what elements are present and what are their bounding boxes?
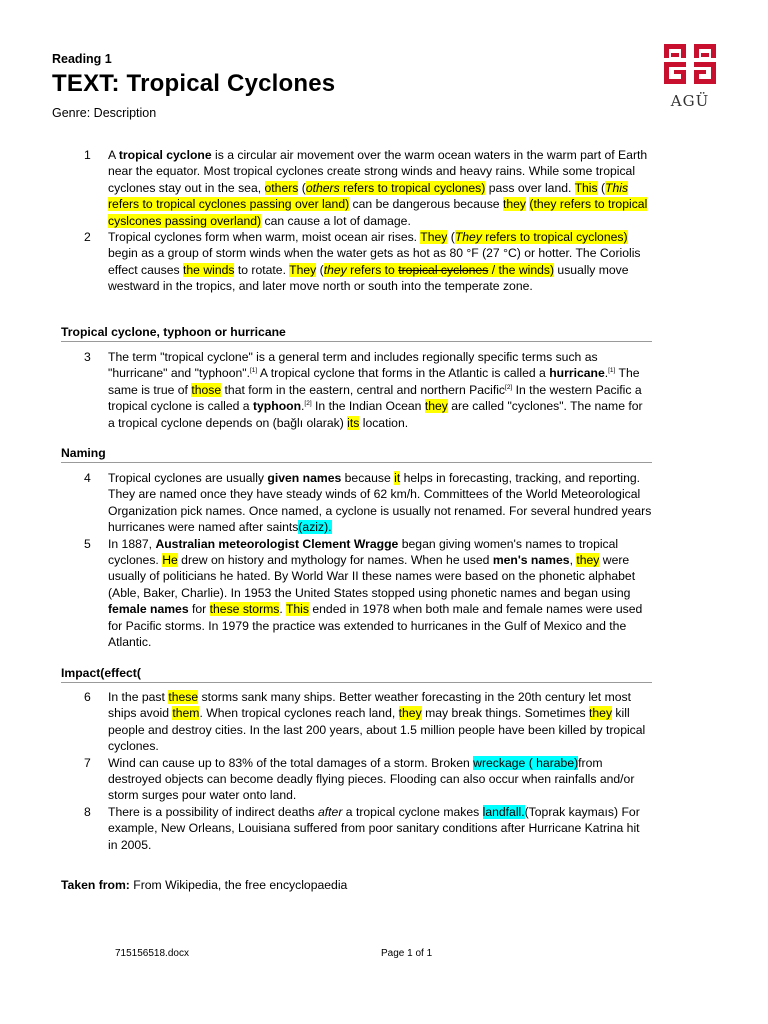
paragraph-number: 4 [84,471,91,485]
highlight-italic: They [454,230,482,245]
text: were usually of politicians he hated. By World War II these names were based on the phonetic alphabet (Able, Baker, Charlie). In 1953 the United States stopped using phonetic names and began using [108,553,636,600]
naming-section [52,470,652,650]
impact-section [52,689,652,853]
paragraph-number: 8 [84,804,91,819]
text: The term "tropical cyclone" is a general term and includes regionally specific terms such as "hurricane" and "typhoon". [108,350,598,381]
text: The same is true of [108,366,640,397]
intro-section [52,147,652,295]
highlight [306,181,486,195]
footer-filename: 715156518.docx [115,948,189,959]
highlight: the winds [182,262,235,277]
text: because [341,471,395,485]
text: location. [359,415,409,430]
text: In the Indian Ocean [311,399,425,414]
highlight: They [420,230,448,245]
text: , [569,553,577,568]
text: A tropical cyclone that forms in the Atlantic is called a [257,366,550,381]
term: typhoon [252,399,302,414]
text: ( [298,180,306,195]
paragraph-2 [52,229,652,295]
text: . When tropical cyclones reach land, [199,706,399,721]
text: helps in forecasting, tracking, and reporting. They are named once they have steady winds of 62 km/h. Committees of the World Meteorological Organization pick names. Once named, a cyclone is usually not renamed. For several hundred years hurricanes were named after saints [108,471,652,535]
paragraph-4 [52,470,652,536]
text: In 1887, [108,536,156,551]
footer-page-number: Page 1 of 1 [381,948,433,959]
highlight: its [347,415,360,430]
text: . [301,399,305,414]
term: given names [267,471,342,485]
highlight: They [289,262,317,277]
highlight [324,263,554,277]
highlight: those [191,382,222,397]
text: ( [597,180,606,195]
text: ( [447,230,455,245]
footnote-ref[interactable]: [2] [304,400,312,408]
text: ( [316,262,324,277]
terms-section [52,349,652,431]
highlight: these [168,690,199,704]
text: . [279,602,286,617]
text: drew on history and mythology for names. When he used [177,553,493,568]
term: men's names [492,553,570,568]
reading-label: Reading 1 [52,52,112,66]
highlight: He [162,553,178,568]
highlight: they [502,197,527,212]
logo-wordmark: AGÜ [670,92,710,110]
highlight-italic: This [605,180,629,195]
highlight: they [576,553,600,568]
struck-text: tropical cyclones [398,262,489,277]
highlight: these storms [209,602,280,617]
text: kill people and destroy cities. In the last 200 years, about 1.5 million people have been killed by tropical cyclones. [108,706,646,754]
text: (Toprak kaymaıs) For example, New Orleans, Louisiana suffered from poor sanitary conditions after Hurricane Katrina hit in 2005. [108,804,640,852]
paragraph-8 [52,804,652,853]
paragraph-6 [52,689,652,755]
paragraph-number: 1 [84,148,91,162]
paragraph-number: 7 [84,755,91,770]
text: Tropical cyclones are usually [108,471,268,485]
highlight-text: refers to tropical cyclones) [339,180,486,195]
footnote-ref[interactable]: [1] [249,367,258,375]
paragraph-1 [52,147,652,229]
cyan-highlight: (aziz). [298,520,332,535]
term: hurricane [549,366,605,381]
text: that form in the eastern, central and northern Pacific [221,382,506,397]
highlight [455,230,628,244]
footnote-ref[interactable]: [1] [608,367,616,375]
source-credit [61,878,347,892]
highlight: (they refers to tropical cyslcones passing overland) [108,197,648,228]
highlight-text: refers to [346,262,399,277]
text: Tropical cyclones form when warm, moist ocean air rises. [108,230,421,245]
text: In the past [108,690,169,704]
text: There is a possibility of indirect deaths [108,804,318,819]
paragraph-number: 6 [84,690,91,704]
text: Wind can cause up to 83% of the total damages of a storm. Broken [108,755,474,770]
cyan-highlight: wreckage ( harabe) [473,755,579,770]
highlight-italic: others [305,180,340,195]
paragraph-3 [52,349,652,431]
highlight-text: / the winds) [488,262,555,277]
cyan-highlight: landfall. [482,804,525,819]
text: storms sank many ships. Better weather forecasting in the 20th century let most ships avoid [108,690,631,721]
section-heading: Tropical cyclone, typhoon or hurricane [61,325,652,342]
text: A [108,148,119,162]
text: can be dangerous because [349,197,503,212]
paragraph-number: 3 [84,350,91,364]
text: from destroyed objects can become deadly flying pieces. Flooding can also occur when rainfalls and/or storm surges pour water onto land. [108,755,635,803]
highlight-text: refers to tropical cyclones) [481,230,628,245]
text: can cause a lot of damage. [261,213,411,228]
paragraph-number: 2 [84,230,91,245]
text: to rotate. [234,262,290,277]
text: are called "cyclones". The name for a tropical cyclone depends on (bağlı olarak) [108,399,643,430]
term: tropical cyclone [118,148,212,162]
highlight: them [172,706,200,721]
text: is a circular air movement over the warm ocean waters in the warm part of Earth near the equator. Most tropical cyclones create strong winds and heavy rains. While some tropical cyclones stay out in the sea, [108,148,648,195]
section-heading: Impact(effect( [61,666,652,683]
document-title: TEXT: Tropical Cyclones [52,70,336,97]
term: Australian meteorologist Clement Wragge [155,536,399,551]
highlight: they [424,399,448,414]
italic-text: after [318,804,343,819]
highlight-text: refers to tropical cyclones passing over land) [108,197,350,212]
highlight: This [285,602,309,617]
highlight: it [394,471,401,485]
text: a tropical cyclone makes [342,804,483,819]
text: for [188,602,210,617]
text: usually move westward in the tropics, and later move north or south into the temperate zone. [108,262,629,294]
section-heading: Naming [61,446,652,463]
text: ended in 1978 when both male and female names were used for Pacific storms. In 1979 the practice was extended to hurricanes in the Gulf of Mexico and the Atlantic. [108,602,643,650]
paragraph-number: 5 [84,536,91,551]
source-text: From Wikipedia, the free encyclopaedia [129,878,348,892]
highlight-italic: they [323,262,347,277]
paragraph-5 [52,536,652,651]
paragraph-7 [52,755,652,804]
term: female names [108,602,189,617]
highlight: they [398,706,422,721]
text: begin as a group of storm winds when the water gets as hot as 80 °F (27 °C) or hotter. The Coriolis effect causes [108,246,641,277]
genre-label: Genre: Description [52,106,157,120]
highlight: others [264,180,299,195]
text: began giving women's names to tropical cyclones. [108,536,619,568]
text: . [604,366,609,381]
text: may break things. Sometimes [421,706,589,721]
footnote-ref[interactable]: [2] [505,383,513,391]
text: In the western Pacific a tropical cyclone is called a [108,382,642,414]
highlight: This [574,180,598,195]
source-label: Taken from: [61,878,130,892]
text: pass over land. [485,180,575,195]
highlight: they [589,706,613,721]
